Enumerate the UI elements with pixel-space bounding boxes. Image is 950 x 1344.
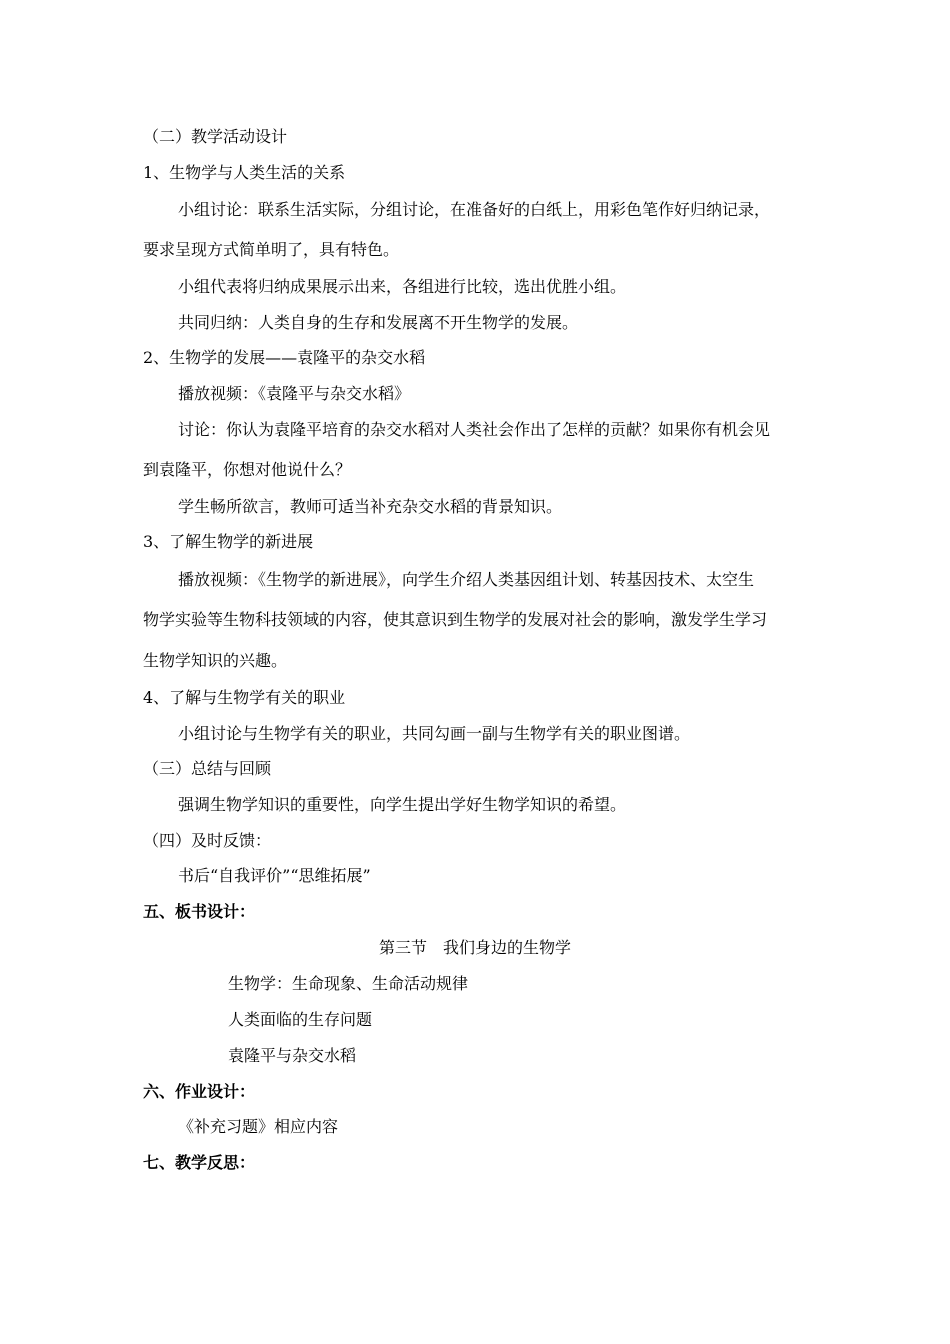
section-2-paragraph-2a: 讨论：你认为袁隆平培育的杂交水稻对人类社会作出了怎样的贡献？如果你有机会见 — [178, 420, 771, 439]
section-1-paragraph-1a: 小组讨论：联系生活实际，分组讨论，在准备好的白纸上，用彩色笔作好归纳记录， — [178, 200, 771, 219]
section-1-paragraph-2: 小组代表将归纳成果展示出来，各组进行比较，选出优胜小组。 — [178, 277, 627, 296]
feedback-heading: （四）及时反馈： — [143, 831, 272, 850]
reflection-heading: 七、教学反思： — [143, 1153, 256, 1172]
section-4-paragraph-1: 小组讨论与生物学有关的职业，共同勾画一副与生物学有关的职业图谱。 — [178, 724, 691, 743]
homework-paragraph: 《补充习题》相应内容 — [178, 1117, 339, 1136]
section-1-paragraph-1b: 要求呈现方式简单明了，具有特色。 — [143, 240, 400, 259]
section-3-heading: 3、了解生物学的新进展 — [143, 532, 314, 551]
board-design-heading: 五、板书设计： — [143, 902, 256, 921]
section-1-paragraph-3: 共同归纳：人类自身的生存和发展离不开生物学的发展。 — [178, 313, 579, 332]
board-line-1: 生物学：生命现象、生命活动规律 — [228, 974, 469, 993]
section-2-paragraph-3: 学生畅所欲言，教师可适当补充杂交水稻的背景知识。 — [178, 497, 563, 516]
section-3-paragraph-1a: 播放视频：《生物学的新进展》，向学生介绍人类基因组计划、转基因技术、太空生 — [178, 570, 755, 589]
section-3-paragraph-1c: 生物学知识的兴趣。 — [143, 651, 288, 670]
board-line-2: 人类面临的生存问题 — [228, 1010, 373, 1029]
section-2-paragraph-2b: 到袁隆平，你想对他说什么？ — [143, 460, 352, 479]
summary-paragraph: 强调生物学知识的重要性，向学生提出学好生物学知识的希望。 — [178, 795, 627, 814]
activity-design-heading: （二）教学活动设计 — [143, 127, 288, 146]
section-3-paragraph-1b: 物学实验等生物科技领域的内容，使其意识到生物学的发展对社会的影响，激发学生学习 — [143, 610, 768, 629]
section-2-paragraph-1: 播放视频：《袁隆平与杂交水稻》 — [178, 384, 411, 403]
section-2-heading: 2、生物学的发展——袁隆平的杂交水稻 — [143, 348, 426, 367]
summary-heading: （三）总结与回顾 — [143, 759, 272, 778]
section-1-heading: 1、生物学与人类生活的关系 — [143, 163, 346, 182]
board-line-3: 袁隆平与杂交水稻 — [228, 1046, 357, 1065]
section-4-heading: 4、了解与生物学有关的职业 — [143, 688, 346, 707]
board-title: 第三节 我们身边的生物学 — [378, 938, 571, 957]
homework-heading: 六、作业设计： — [143, 1082, 256, 1101]
feedback-paragraph: 书后“自我评价”“思维拓展” — [178, 866, 371, 885]
